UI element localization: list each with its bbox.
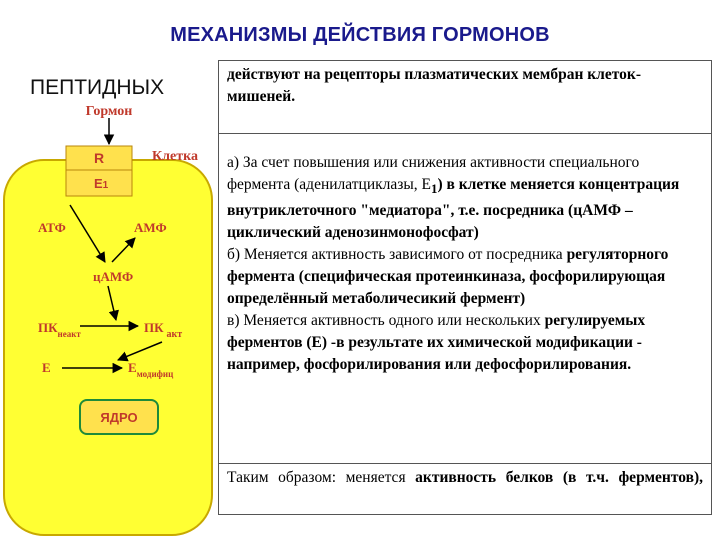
table-row-receptors [219,61,711,133]
enzyme-label: E1 [94,176,109,191]
pk-inactive-label: $ПК_{неакт}$ [38,320,81,339]
page-title: МЕХАНИЗМЫ ДЕЙСТВИЯ ГОРМОНОВ [170,24,550,46]
description-table [218,60,712,515]
row3-text: Таким образом: меняется активность белков (в т.ч. ферментов), [227,469,704,486]
camp-label: цАМФ [93,269,134,284]
hormone-label: Гормон [85,104,133,119]
row1-text: действуют на рецепторы плазматических мембран клеток-мишеней. [227,66,642,105]
peptide-label: ПЕПТИДНЫХ [30,76,165,99]
row2-c-text: в) Меняется активность одного или нескольких регулируемых ферментов (E) -в результате их химической модификации - например, фосфорилирования или дефосфорилирования. [227,312,646,374]
row2-a-text: а) За счет повышения или снижения активности специального фермента (аденилатциклазы, $E_1$) в клетке меняется концентрация внутриклеточного "медиатора", т.е. посредника (цАМФ – циклический аденозинмонофосфат) [227,154,680,242]
table-row-summary [219,463,711,515]
atp-label: АТФ [38,220,66,235]
amp-label: АМФ [134,220,167,235]
row2-b-text: б) Меняется активность зависимого от посредника регуляторного фермента (специфическая протеинкиназа, фосфорилирующая определённый метаболичесикий фермент) [227,246,669,308]
nucleus-label: ЯДРО [100,410,138,425]
hormone-mechanism-diagram [0,0,220,540]
receptor-label: R [93,150,105,166]
enzyme-e-label: E [42,360,51,375]
cell-label: Клетка [152,149,198,164]
table-row-mechanism [219,133,711,463]
pk-active-label: ПК $_{акт}$ [144,320,183,340]
enzyme-modified-label: $E_{модифиц}$ [128,360,174,379]
cell-body [4,160,212,535]
